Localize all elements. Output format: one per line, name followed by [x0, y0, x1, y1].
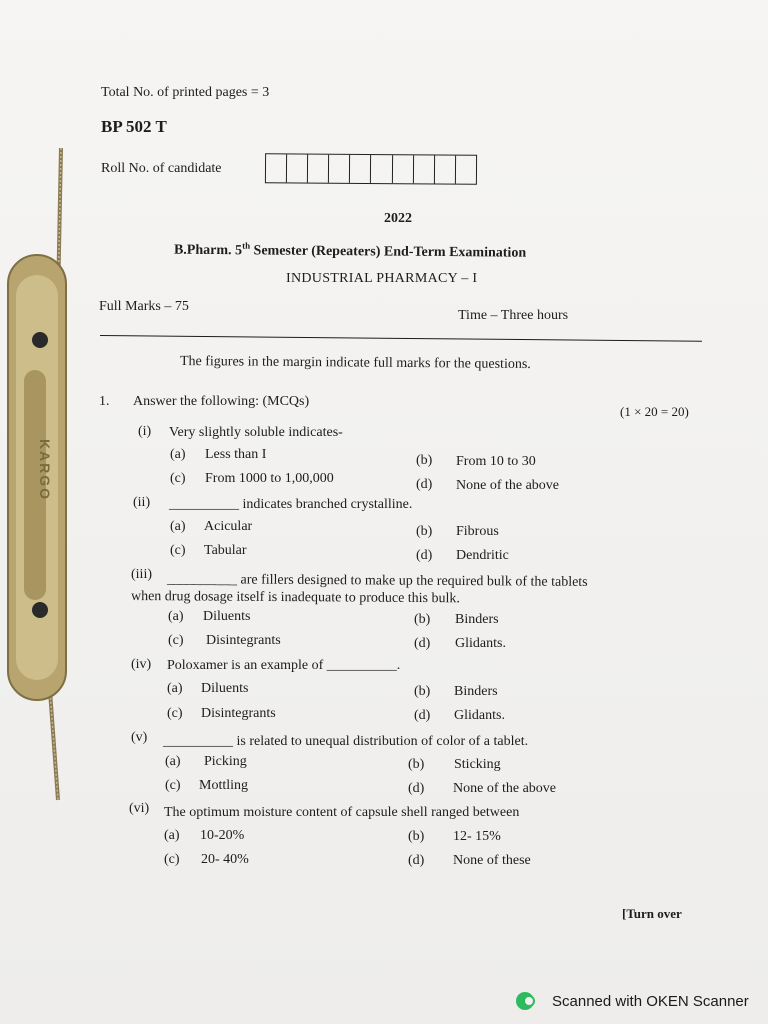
subject-title: INDUSTRIAL PHARMACY – I [286, 271, 478, 286]
item-stem: __________ is related to unequal distribution of color of a tablet. [163, 734, 529, 749]
header-divider [100, 335, 702, 342]
option-text: Acicular [204, 519, 253, 534]
option-label: (b) [414, 684, 431, 699]
option-label: (c) [167, 706, 183, 721]
option-label: (d) [414, 636, 431, 651]
option-label: (a) [170, 447, 186, 462]
option-text: Sticking [454, 757, 501, 772]
option-label: (d) [408, 781, 425, 796]
option-text: Mottling [199, 778, 249, 793]
option-label: (d) [416, 548, 433, 563]
item-number: (i) [138, 424, 152, 439]
option-label: (c) [170, 471, 186, 486]
option-text: Diluents [203, 609, 251, 624]
option-label: (b) [408, 829, 425, 844]
exam-year: 2022 [384, 211, 412, 226]
question-title: Answer the following: (MCQs) [133, 394, 310, 409]
option-label: (a) [165, 754, 181, 769]
option-label: (b) [416, 453, 433, 468]
instruction-text: The figures in the margin indicate full marks for the questions. [179, 354, 531, 373]
option-label: (d) [416, 477, 433, 492]
option-text: From 1000 to 1,00,000 [205, 471, 334, 486]
option-text: Disintegrants [201, 706, 276, 721]
option-label: (c) [168, 633, 184, 648]
question-number: 1. [99, 394, 110, 409]
option-text: Tabular [204, 543, 247, 558]
option-text: Glidants. [454, 708, 505, 723]
option-text: Binders [455, 612, 499, 627]
option-text: Glidants. [455, 636, 506, 651]
item-number: (iv) [131, 657, 152, 672]
option-label: (b) [414, 612, 431, 627]
oken-logo-icon [516, 991, 542, 1011]
option-text: 12- 15% [453, 829, 501, 844]
roll-number-boxes [265, 153, 477, 184]
option-text: Binders [454, 684, 498, 699]
option-label: (d) [408, 853, 425, 868]
option-text: 20- 40% [201, 852, 249, 867]
option-text: Fibrous [456, 524, 499, 539]
option-label: (c) [165, 778, 181, 793]
option-text: Disintegrants [206, 633, 281, 648]
option-text: None of the above [456, 478, 560, 493]
printed-pages-note: Total No. of printed pages = 3 [101, 85, 270, 100]
binder-clip-image [0, 0, 90, 820]
option-text: 10-20% [200, 828, 245, 843]
option-label: (c) [170, 543, 186, 558]
option-label: (c) [164, 852, 180, 867]
item-stem: Poloxamer is an example of __________. [167, 658, 401, 673]
item-stem-continued: when drug dosage itself is inadequate to produce this bulk. [130, 589, 460, 607]
option-text: Less than I [205, 447, 267, 462]
option-label: (b) [416, 524, 433, 539]
roll-number-label: Roll No. of candidate [101, 161, 222, 176]
full-marks: Full Marks – 75 [99, 299, 189, 314]
scanner-watermark [516, 991, 749, 1011]
option-text: Dendritic [456, 548, 509, 563]
option-label: (a) [170, 519, 186, 534]
paper-code: BP 502 T [101, 117, 167, 136]
item-stem: The optimum moisture content of capsule shell ranged between [164, 805, 520, 820]
option-label: (d) [414, 708, 431, 723]
exam-title: B.Pharm. 5th Semester (Repeaters) End-Term Examination [173, 240, 527, 261]
option-label: (a) [164, 828, 180, 843]
svg-text:KARGO: KARGO [37, 438, 53, 502]
option-text: Picking [204, 754, 247, 769]
item-stem: __________ are fillers designed to make up the required bulk of the tablets [166, 572, 588, 590]
option-text: From 10 to 30 [456, 454, 536, 469]
option-text: Diluents [201, 681, 249, 696]
turn-over-note: [Turn over [622, 906, 682, 921]
exam-time: Time – Three hours [458, 308, 569, 323]
item-number: (ii) [133, 495, 151, 510]
option-text: None of the above [453, 781, 557, 796]
question-marks: (1 × 20 = 20) [620, 404, 689, 419]
scanner-watermark-text: Scanned with OKEN Scanner [552, 992, 749, 1010]
item-stem: __________ indicates branched crystalline. [169, 497, 413, 512]
item-number: (vi) [129, 801, 150, 816]
option-text: None of these [453, 853, 531, 868]
item-number: (v) [131, 730, 148, 745]
option-label: (a) [168, 609, 184, 624]
item-stem: Very slightly soluble indicates- [169, 425, 343, 440]
option-label: (b) [408, 757, 425, 772]
option-label: (a) [167, 681, 183, 696]
item-number: (iii) [131, 567, 152, 582]
